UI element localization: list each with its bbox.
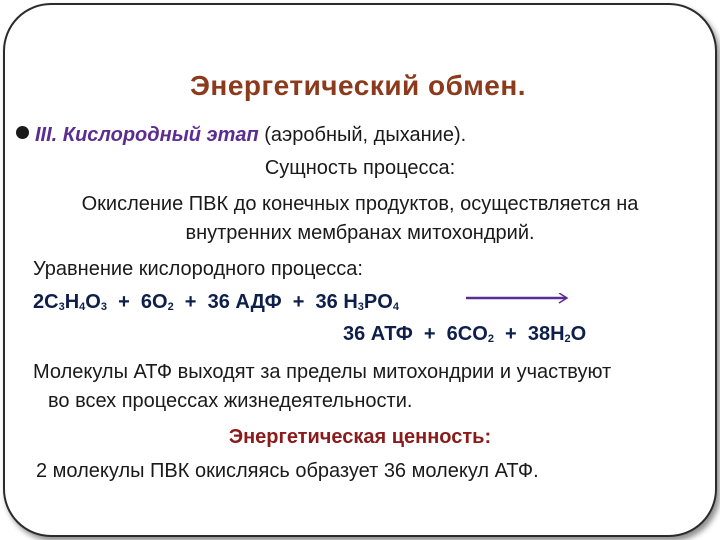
- atp-text-line-1: Молекулы АТФ выходят за пределы митохондрии и участвуют: [33, 361, 612, 383]
- bullet-icon: [16, 126, 29, 139]
- stage-label: III. Кислородный этап: [35, 124, 259, 146]
- atp-text-line-2: во всех процессах жизнедеятельности.: [48, 390, 413, 412]
- equation-products: 36 АТФ + $6CO_2 + 38H_2O$: [343, 323, 587, 345]
- stage-line: [16, 124, 466, 147]
- essence-heading: Сущность процесса:: [264, 157, 456, 179]
- equation-reactants: $2C_3H_4O_3 + 6O_2 + 36$ АДФ + 36 $H_3PO_4$: [33, 291, 399, 313]
- stage-note: (аэробный, дыхание).: [258, 124, 467, 146]
- reaction-arrow-icon: [466, 293, 571, 305]
- equation-heading: Уравнение кислородного процесса:: [33, 258, 363, 280]
- essence-text-line-2: внутренних мембранах митохондрий.: [185, 222, 535, 244]
- value-heading: Энергетическая ценность:: [228, 426, 492, 448]
- essence-text-line-1: Окисление ПВК до конечных продуктов, осуществляется на: [81, 193, 639, 215]
- slide-title: Энергетический обмен.: [190, 70, 527, 101]
- value-text: 2 молекулы ПВК окисляясь образует 36 молекул АТФ.: [36, 460, 539, 482]
